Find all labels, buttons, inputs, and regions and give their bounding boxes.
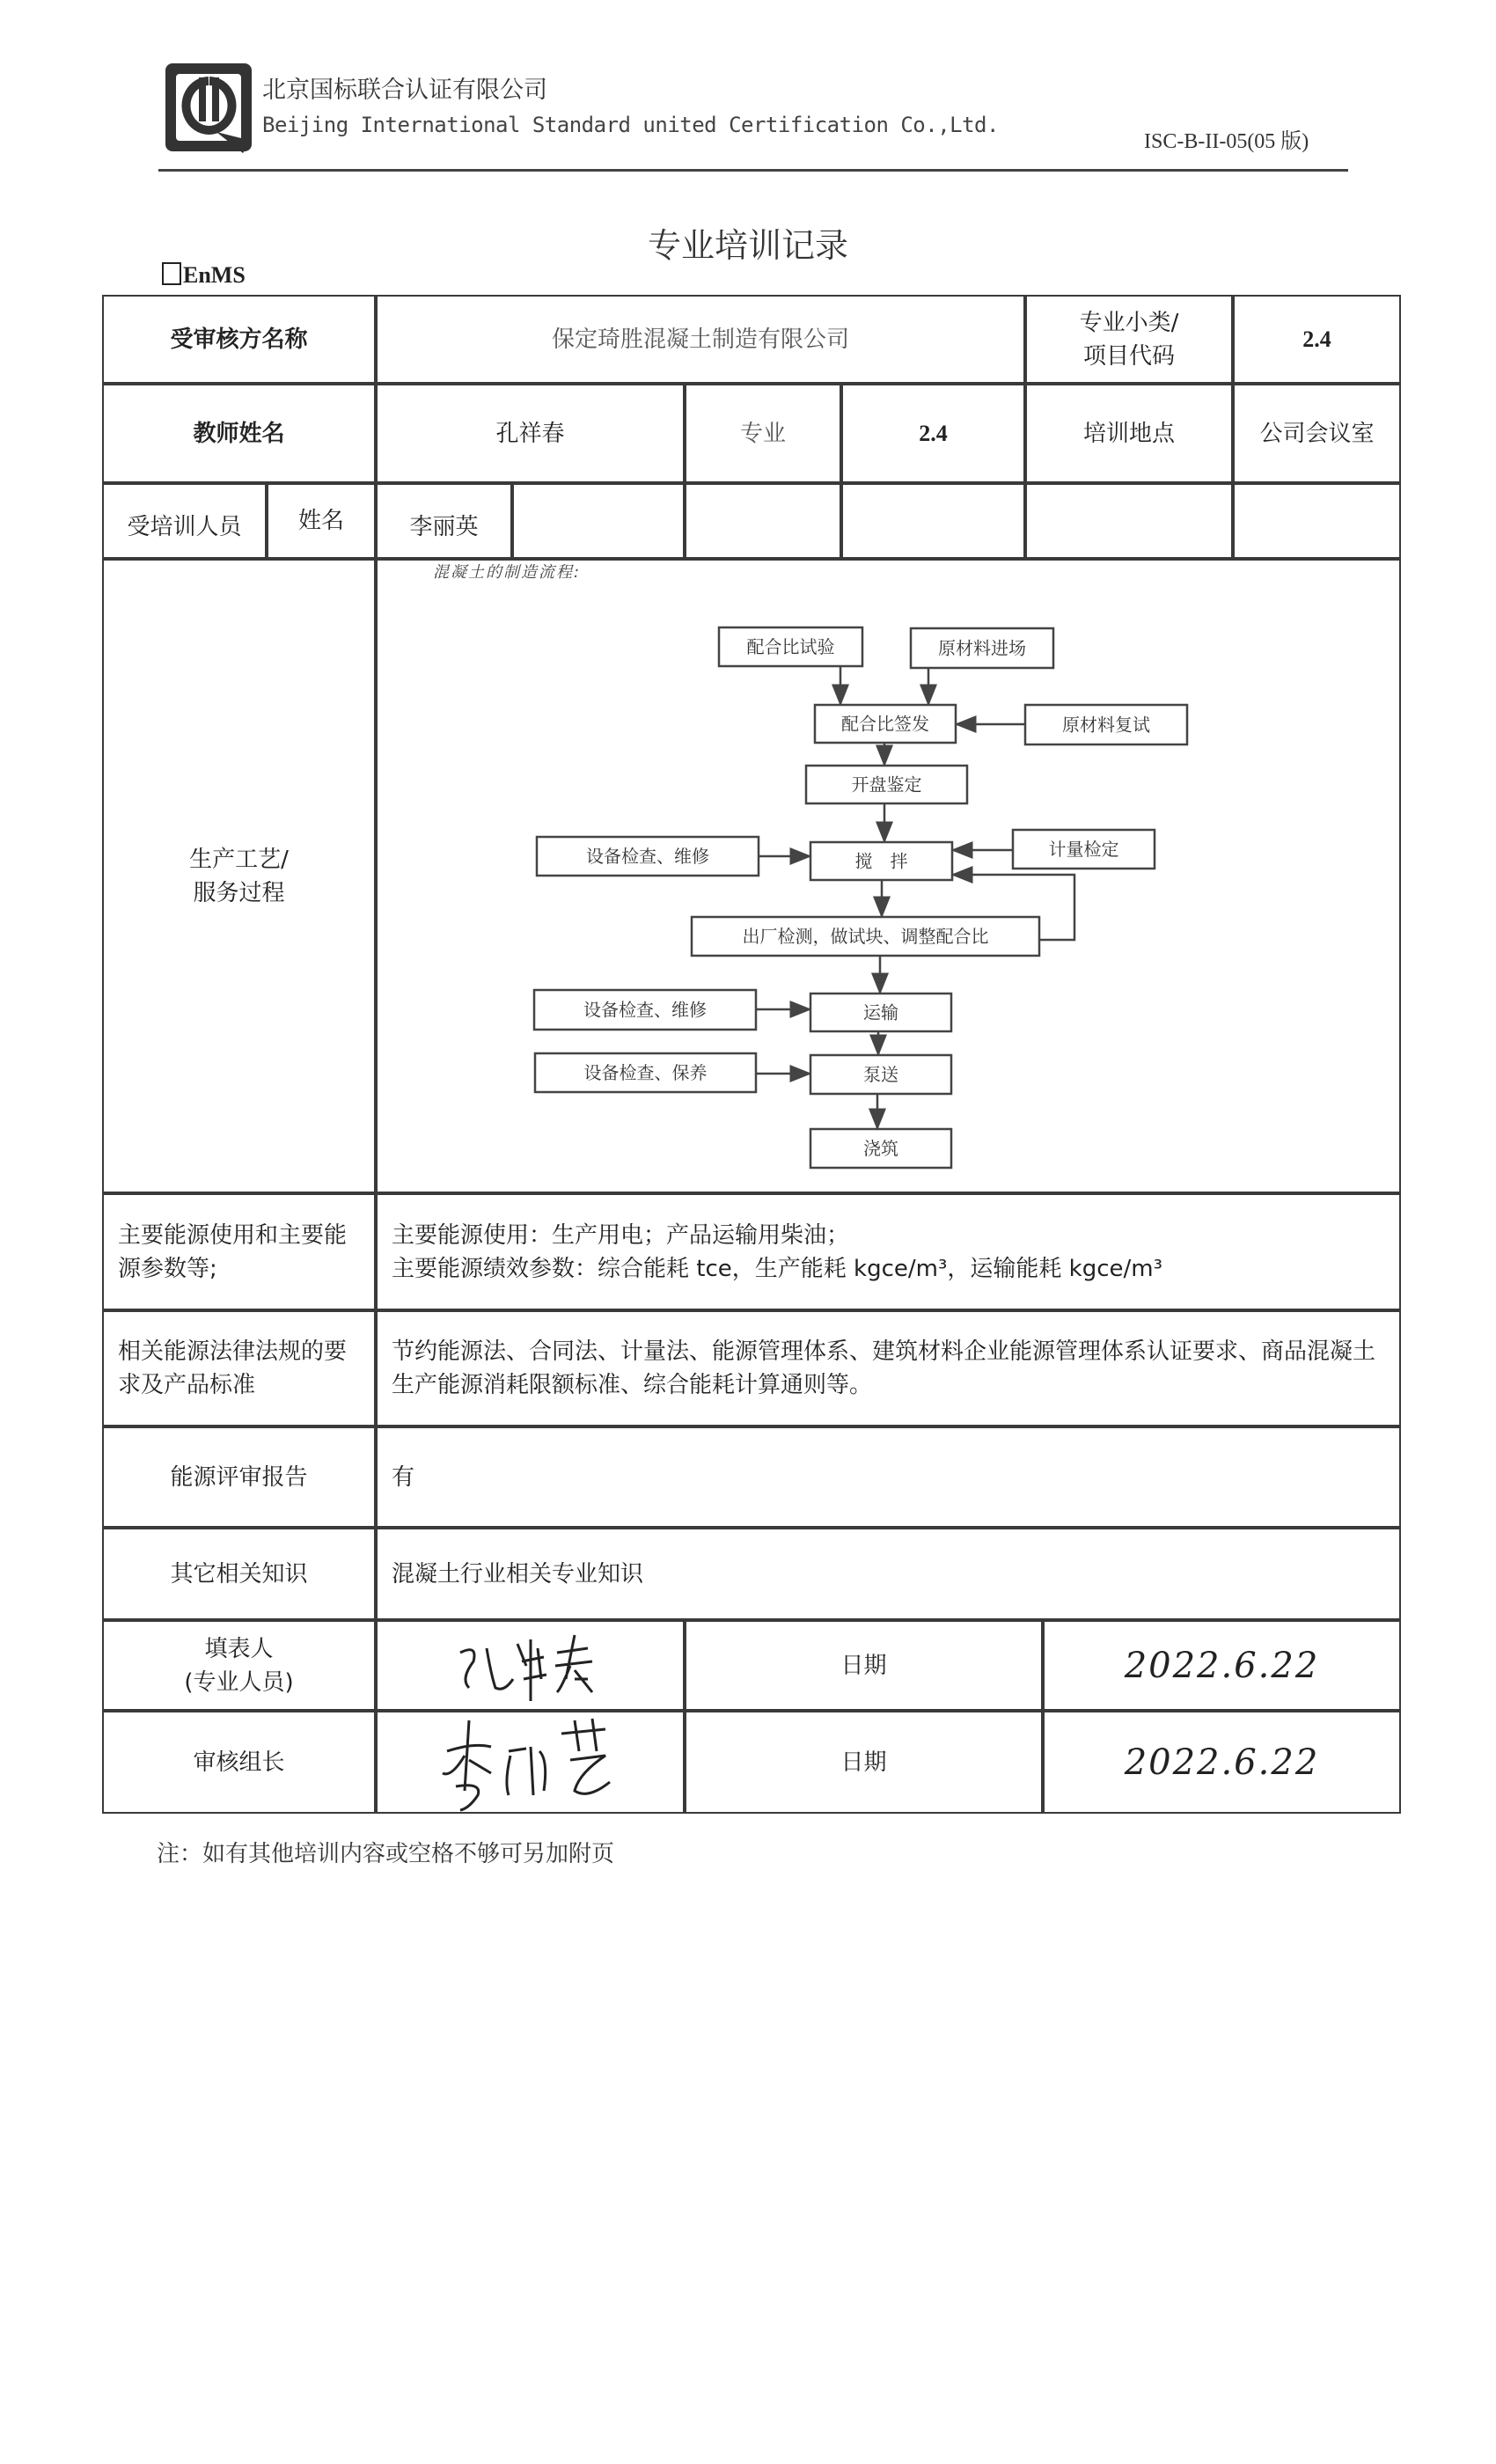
flow-box-label: 浇筑 — [863, 1138, 898, 1159]
leader-date-label: 日期 — [685, 1711, 1043, 1814]
auditee-label: 受审核方名称 — [102, 295, 376, 384]
review-label: 能源评审报告 — [102, 1426, 376, 1528]
energy-usage: 主要能源使用：生产用电；产品运输用柴油； — [392, 1221, 850, 1249]
major-label: 专业 — [685, 384, 841, 483]
enms-label: EnMS — [183, 262, 246, 288]
trainee-label: 受培训人员 — [102, 483, 267, 559]
company-name-en: Beijing International Standard united Certification Co.,Ltd. — [262, 113, 999, 137]
law-value: 节约能源法、合同法、计量法、能源管理体系、建筑材料企业能源管理体系认证要求、商品混凝土生产能源消耗限额标准、综合能耗计算通则等。 — [376, 1310, 1401, 1426]
leader-signature — [376, 1711, 685, 1814]
auditee-value: 保定琦胜混凝土制造有限公司 — [376, 295, 1025, 384]
flow-box-label: 配合比签发 — [841, 713, 929, 735]
flow-box-label: 原材料复试 — [1062, 714, 1150, 736]
filler-label-line2: (专业人员) — [184, 1668, 294, 1696]
leader-signature-image — [429, 1712, 632, 1813]
other-label: 其它相关知识 — [102, 1528, 376, 1620]
flow-box-label: 原材料进场 — [938, 637, 1026, 659]
filler-label — [102, 1620, 376, 1711]
flow-box-label: 泵送 — [863, 1064, 898, 1085]
flow-caption: 混凝土的制造流程: — [433, 563, 582, 582]
process-label-line1: 生产工艺/ — [189, 846, 289, 873]
company-name-cn: 北京国标联合认证有限公司 — [262, 77, 547, 104]
law-label: 相关能源法律法规的要求及产品标准 — [102, 1310, 376, 1426]
teacher-value: 孔祥春 — [376, 384, 685, 483]
flow-box-label: 出厂检测，做试块、调整配合比 — [742, 926, 989, 947]
flow-box-label: 计量检定 — [1048, 839, 1119, 860]
flow-box-label: 设备检查、维修 — [586, 846, 709, 867]
major-value: 2.4 — [841, 384, 1025, 483]
flow-box-label: 开盘鉴定 — [851, 774, 922, 796]
other-value: 混凝土行业相关专业知识 — [376, 1528, 1401, 1620]
flow-box-label: 搅 拌 — [854, 850, 908, 872]
trainee-name-value: 李丽英 — [376, 483, 512, 559]
energy-label: 主要能源使用和主要能源参数等; — [102, 1193, 376, 1310]
filler-signature-image — [443, 1626, 619, 1705]
flow-box-label: 运输 — [863, 1001, 898, 1023]
flow-box-label: 设备检查、保养 — [583, 1062, 708, 1083]
category-label-line2: 项目代码 — [1082, 342, 1175, 370]
energy-value — [376, 1193, 1401, 1310]
filler-label-line1: 填表人 — [204, 1635, 274, 1662]
filler-date: 2022.6.22 — [1043, 1620, 1401, 1711]
filler-date-label: 日期 — [685, 1620, 1043, 1711]
flow-box-label: 配合比试验 — [746, 636, 835, 657]
form-code: ISC-B-II-05(05 版) — [1144, 130, 1309, 153]
energy-performance: 主要能源绩效参数：综合能耗 tce，生产能耗 kgce/m³，运输能耗 kgce/m³ — [392, 1255, 1163, 1282]
page-title: 专业培训记录 — [647, 226, 848, 265]
process-label-line2: 服务过程 — [193, 879, 285, 906]
category-value: 2.4 — [1233, 295, 1401, 384]
location-value: 公司会议室 — [1233, 384, 1401, 483]
trainee-name-label: 姓名 — [267, 483, 376, 559]
leader-date: 2022.6.22 — [1043, 1711, 1401, 1814]
leader-label: 审核组长 — [102, 1711, 376, 1814]
review-value: 有 — [376, 1426, 1401, 1528]
category-label-line1: 专业小类/ — [1079, 309, 1179, 336]
flow-box-label: 设备检查、维修 — [583, 999, 707, 1021]
location-label: 培训地点 — [1025, 384, 1233, 483]
footnote: 注：如有其他培训内容或空格不够可另加附页 — [157, 1841, 615, 1867]
teacher-label: 教师姓名 — [102, 384, 376, 483]
filler-signature — [376, 1620, 685, 1711]
